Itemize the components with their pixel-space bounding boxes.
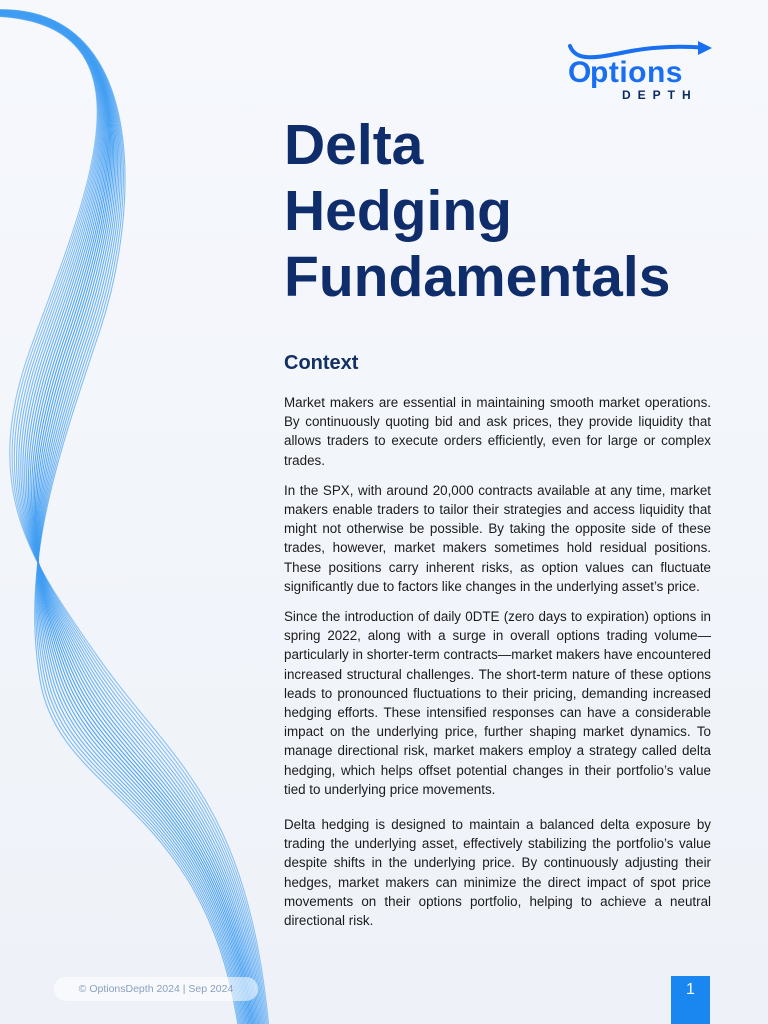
logo-subtitle: DEPTH <box>622 88 698 102</box>
paragraph: Delta hedging is designed to maintain a balanced delta exposure by trading the underlying asset, effectively stabilizing the portfolio’s value despite shifts in the underlying price. By continuously adjusting their hedges, market makers can minimize the direct impact of spot price movements on their options portfolio, helping to achieve a neutral directional risk. <box>284 817 711 929</box>
paragraph: Market makers are essential in maintaining smooth market operations. By continuously quoting bid and ask prices, they provide liquidity that allows traders to execute orders efficiently, even for large or complex trades. <box>284 395 711 468</box>
page-title <box>284 112 744 310</box>
title-line: Delta <box>284 113 424 177</box>
section-heading: Context <box>284 352 359 374</box>
body-text <box>284 393 711 941</box>
logo-wordmark: ptions <box>590 56 683 89</box>
optionsdepth-logo <box>566 40 716 102</box>
paragraph: In the SPX, with around 20,000 contracts available at any time, market makers enable traders to tailor their strategies and access liquidity that might not otherwise be possible. By taking the opposite side of these trades, however, market makers sometimes hold residual positions. These positions carry inherent risks, as option values can fluctuate significantly due to factors like changes in the underlying asset’s price. <box>284 482 711 594</box>
decorative-wave-lines <box>0 0 300 1024</box>
paragraph: Since the introduction of daily 0DTE (zero days to expiration) options in spring 2022, along with a surge in overall options trading volume—particularly in shorter-term contracts—market makers have encountered increased structural challenges. The short-term nature of these options leads to pronounced fluctuations to their pricing, demanding increased hedging efforts. These intensified responses can have a considerable impact on the underlying price, further shaping market dynamics. To manage directional risk, market makers employ a strategy called delta hedging, which helps offset potential changes in their portfolio’s value tied to underlying price movements. <box>284 609 711 797</box>
wave-line <box>0 12 251 1024</box>
logo-o-glyph: O <box>568 56 592 89</box>
page-number: 1 <box>671 976 710 1024</box>
footer-copyright: © OptionsDepth 2024 | Sep 2024 <box>54 977 258 1001</box>
title-line: Hedging <box>284 179 512 243</box>
title-line: Fundamentals <box>284 245 671 309</box>
